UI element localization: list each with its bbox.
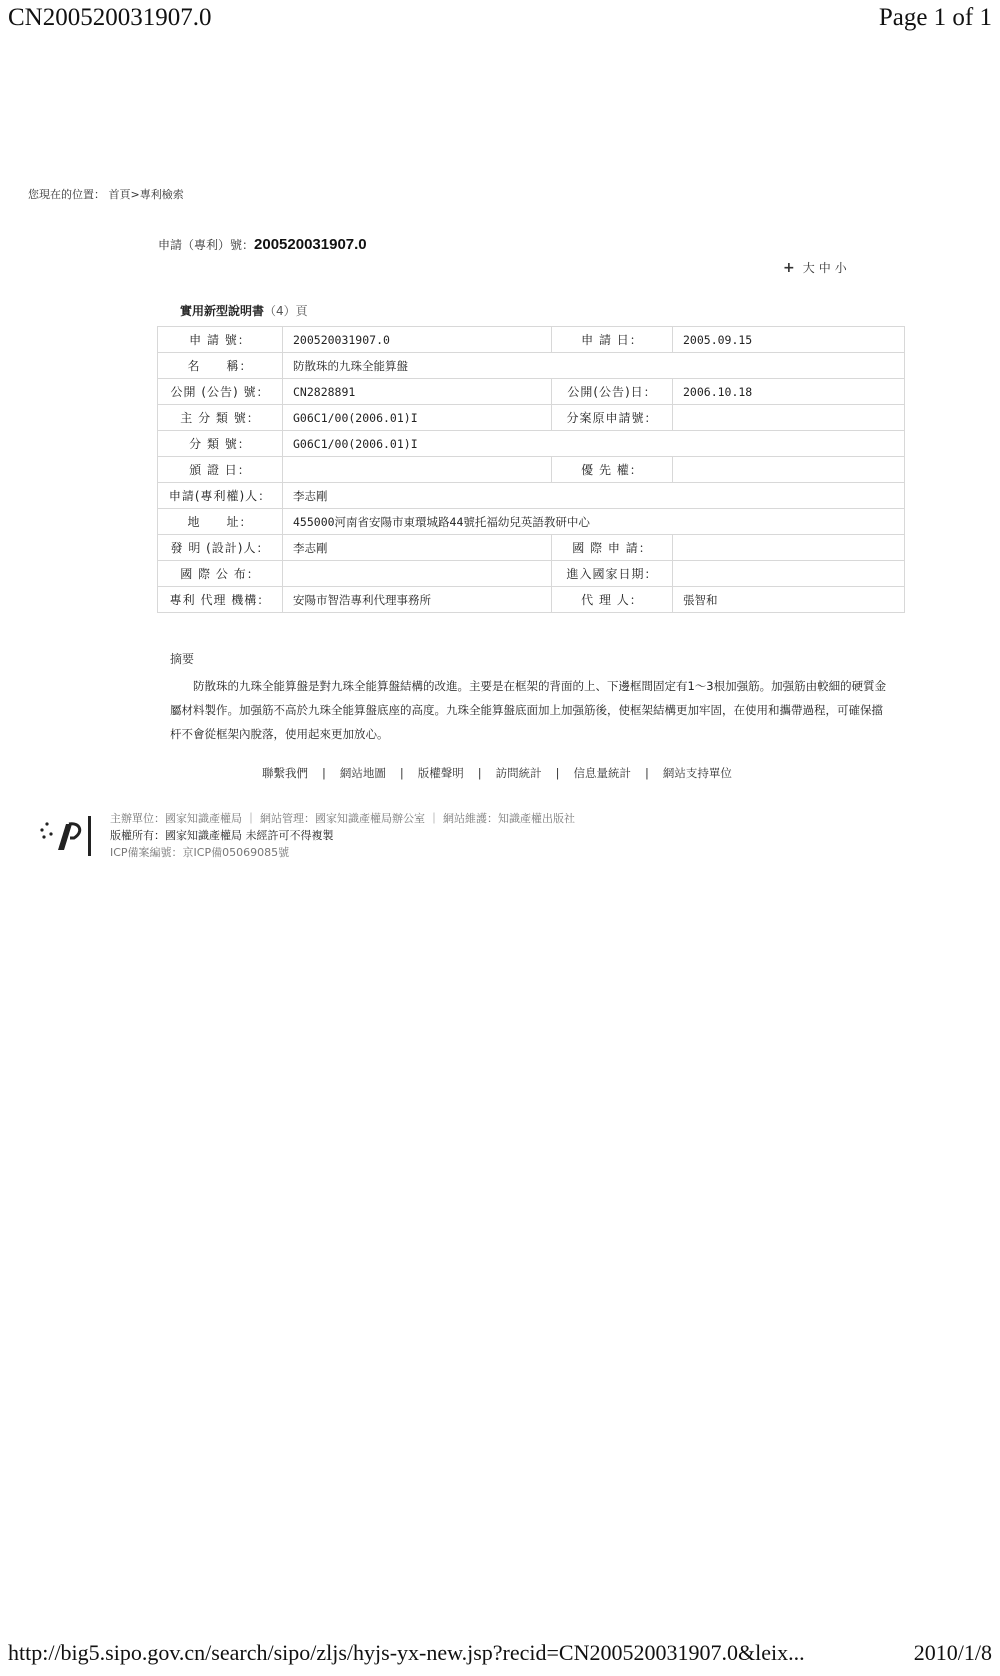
table-row [158,535,905,561]
footer-link[interactable]: 版權聲明 [417,766,464,780]
field-value: G06C1/00(2006.01)I [283,405,552,431]
field-label: 國 際 申 請： [552,535,673,561]
application-number-label: 申請（專利）號： [158,238,255,252]
footer-link-separator: | [555,766,560,780]
table-row [158,379,905,405]
document-title [180,302,308,319]
copyright-line: 版權所有：國家知識產權局 未經許可不得複製 [110,829,334,842]
footer-link-separator: | [322,766,326,780]
breadcrumb-current-link[interactable]: 專利檢索 [139,188,184,201]
footer-link[interactable]: 網站地圖 [339,766,386,780]
breadcrumb [28,186,184,202]
abstract-title: 摘要 [170,652,195,666]
field-value: G06C1/00(2006.01)I [283,431,905,457]
sponsor-line-1: 主辦單位：國家知識產權局 ｜ 網站管理：國家知識產權局辦公室 ｜ 網站維護：知識產權出版社 [110,812,575,825]
field-label: 名 稱： [158,353,283,379]
footer-link-separator: | [399,766,404,780]
footer-link[interactable]: 訪問統計 [495,766,542,780]
field-label: 代 理 人： [552,587,673,613]
field-value [673,535,905,561]
table-row [158,353,905,379]
table-row [158,457,905,483]
table-row [158,405,905,431]
field-value: CN2828891 [283,379,552,405]
field-label: 公開(公告)日： [552,379,673,405]
field-value [283,561,552,587]
field-value: 2006.10.18 [673,379,905,405]
field-label: 地 址： [158,509,283,535]
document-pages: （4）頁 [264,304,308,318]
field-label: 發 明 (設計)人： [158,535,283,561]
field-label: 分 類 號： [158,431,283,457]
print-header-title: CN200520031907.0 [8,4,212,31]
field-label: 申 請 日： [552,327,673,353]
table-row [158,509,905,535]
font-size-large-button[interactable]: 大 [802,261,815,275]
footer-links [262,765,732,781]
icp-line: ICP備案編號：京ICP備05069085號 [110,846,290,859]
print-footer-url: http://big5.sipo.gov.cn/search/sipo/zljs/hyjs-yx-new.jsp?recid=CN200520031907.0&leix... [8,1640,805,1665]
patent-info-table [157,326,905,613]
field-value: 李志剛 [283,483,905,509]
footer-link[interactable]: 聯繫我們 [262,766,308,780]
sponsor-info [110,810,575,861]
field-label: 專利 代理 機構： [158,587,283,613]
breadcrumb-home-link[interactable]: 首頁 [108,188,131,201]
field-label: 申 請 號： [158,327,283,353]
application-number-value: 200520031907.0 [254,236,367,253]
table-row [158,587,905,613]
field-label: 國 際 公 布： [158,561,283,587]
breadcrumb-separator: > [130,188,140,201]
field-label: 進入國家日期： [552,561,673,587]
print-header-page: Page 1 of 1 [878,4,992,31]
field-label: 分案原申請號： [552,405,673,431]
field-label: 主 分 類 號： [158,405,283,431]
table-row [158,561,905,587]
footer-link[interactable]: 網站支持單位 [662,766,732,780]
field-label: 優 先 權： [552,457,673,483]
field-value: 防散珠的九珠全能算盤 [283,353,905,379]
field-value [283,457,552,483]
print-footer-date: 2010/1/8 [913,1640,992,1665]
field-value [673,405,905,431]
field-label: 頒 證 日： [158,457,283,483]
footer-link[interactable]: 信息量統計 [573,766,631,780]
abstract-text: 防散珠的九珠全能算盤是對九珠全能算盤結構的改進。主要是在框架的背面的上、下邊框間固定有1～3根加强筋。加强筋由較細的硬質金屬材料製作。加强筋不高於九珠全能算盤底座的高度。九珠全能算盤底面加上加强筋後，使框架結構更加牢固，在使用和攜帶過程，可確保擋杆不會從框架內脫落，使用起來更加放心。 [170,679,887,741]
sipo-logo-icon [36,810,98,860]
field-value: 200520031907.0 [283,327,552,353]
footer-link-separator: | [477,766,482,780]
font-size-medium-button[interactable]: 中 [818,261,831,275]
field-label: 公開 (公告) 號： [158,379,283,405]
table-row [158,327,905,353]
field-label: 申請(專利權)人： [158,483,283,509]
font-size-control [783,259,847,276]
field-value: 李志剛 [283,535,552,561]
footer-link-separator: | [645,766,649,780]
field-value [673,457,905,483]
field-value: 張智和 [673,587,905,613]
document-title-text: 實用新型說明書 [180,304,265,318]
breadcrumb-prefix: 您現在的位置： [28,188,105,201]
field-value [673,561,905,587]
plus-icon: + [783,260,795,276]
field-value: 455000河南省安陽市東環城路44號托福幼兒英語教研中心 [283,509,905,535]
table-row [158,431,905,457]
field-value: 安陽市智浩專利代理事務所 [283,587,552,613]
font-size-small-button[interactable]: 小 [834,261,847,275]
table-row [158,483,905,509]
application-number-line [158,236,367,253]
field-value: 2005.09.15 [673,327,905,353]
